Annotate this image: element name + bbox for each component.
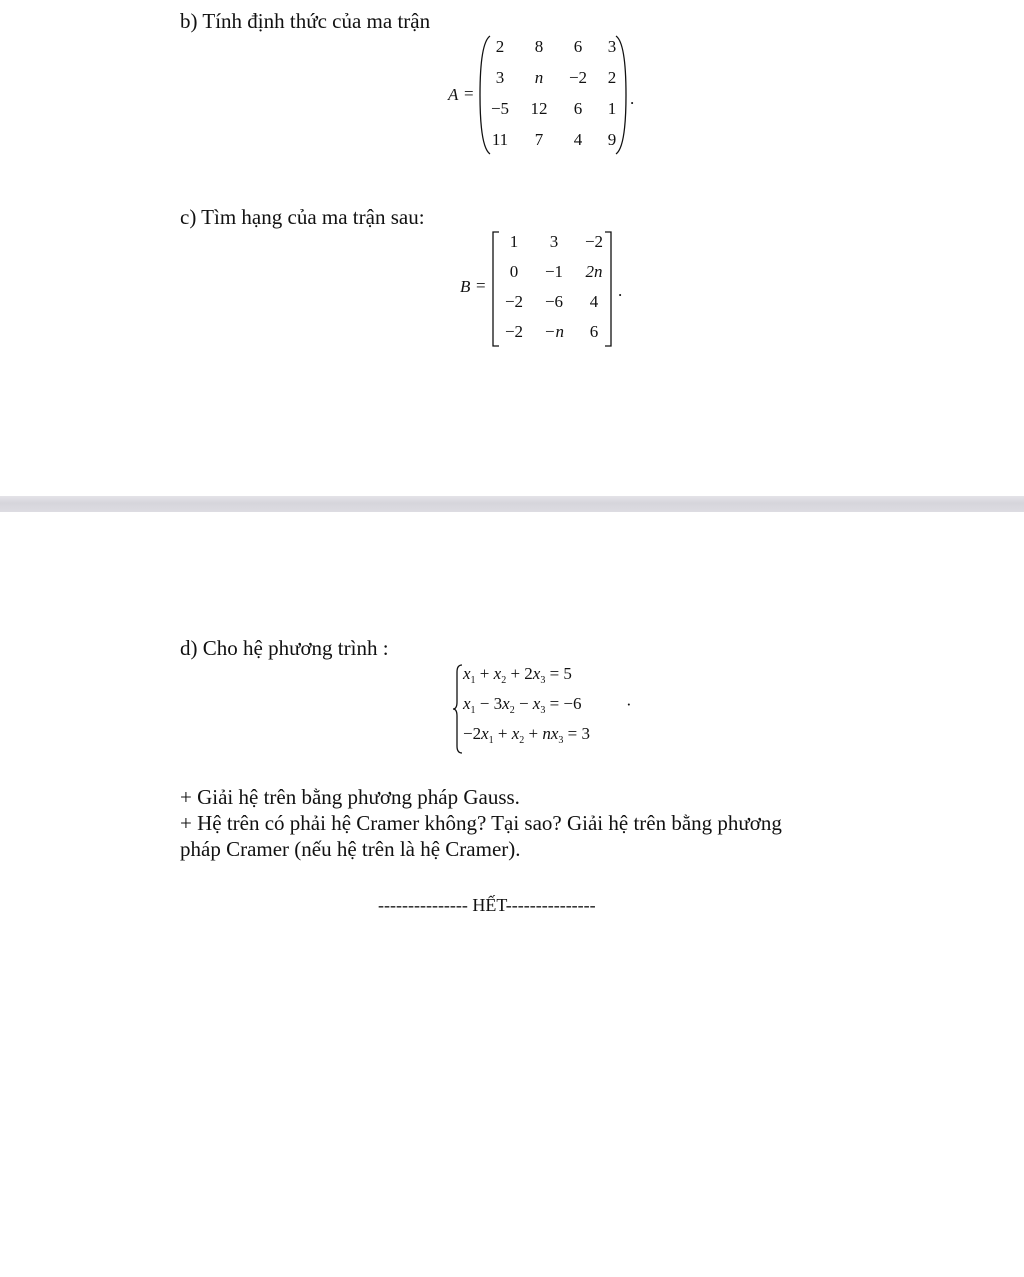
equation-system [452,662,652,758]
matrix-b-cell: −2 [504,322,524,341]
task-gauss: + Giải hệ trên bằng phương pháp Gauss. [180,785,520,809]
matrix-b-cell: 1 [509,232,519,251]
matrix-a-cell: 6 [573,99,583,118]
equation-line-3: $-2x_1 + x_2 + nx_3 = 3$ [463,724,591,746]
matrix-a-cell: 12 [530,99,548,118]
page-bottom [0,512,1024,1277]
matrix-a [448,33,648,157]
matrix-a-equals: = [464,84,474,103]
matrix-b-equals: = [476,276,486,295]
matrix-a-cell: n [534,68,544,87]
matrix-a-cell: 4 [573,130,583,149]
matrix-a-cell: 7 [534,130,544,149]
matrix-b-cell: −2 [504,292,524,311]
equation-line-2: $x_1 - 3x_2 - x_3 = -6$ [463,694,582,716]
matrix-a-end-mark: . [630,89,635,108]
matrix-a-cell: 9 [607,130,617,149]
matrix-a-cell: 1 [607,99,617,118]
task-cramer-line-2: pháp Cramer (nếu hệ trên là hệ Cramer). [180,837,521,861]
matrix-a-cell: −5 [490,99,510,118]
matrix-b-cell: 6 [589,322,599,341]
system-end-mark: · [626,695,632,714]
matrix-b-cell: −n [544,322,564,341]
matrix-b-label: B [460,277,471,296]
matrix-b-cell: 4 [589,292,599,311]
matrix-b-cell: −2 [584,232,604,251]
equation-line-1: $x_1 + x_2 + 2x_3 = 5$ [463,664,572,686]
part-c-heading: c) Tìm hạng của ma trận sau: [180,205,425,229]
matrix-b-end-mark: . [618,281,623,300]
matrix-a-cell: 2 [607,68,617,87]
matrix-a-label: A [448,85,459,104]
matrix-a-cell: 2 [495,37,505,56]
matrix-a-cell: 3 [607,37,617,56]
task-cramer-line-1: + Hệ trên có phải hệ Cramer không? Tại sao? Giải hệ trên bằng phương [180,811,782,835]
part-b-heading: b) Tính định thức của ma trận [180,9,431,33]
matrix-b-cell: −6 [544,292,564,311]
page-top [0,0,1024,496]
matrix-a-cell: 11 [491,130,509,149]
matrix-a-cell: 8 [534,37,544,56]
matrix-b-cell: 3 [549,232,559,251]
part-d-heading: d) Cho hệ phương trình : [180,636,389,660]
end-marker: --------------- HẾT--------------- [378,895,596,915]
page-separator [0,496,1024,512]
matrix-b [460,229,640,349]
matrix-b-cell: −1 [544,262,564,281]
matrix-b-cell: 2n [585,262,603,281]
matrix-a-cell: 3 [495,68,505,87]
matrix-a-cell: −2 [568,68,588,87]
matrix-a-cell: 6 [573,37,583,56]
matrix-b-cell: 0 [509,262,519,281]
